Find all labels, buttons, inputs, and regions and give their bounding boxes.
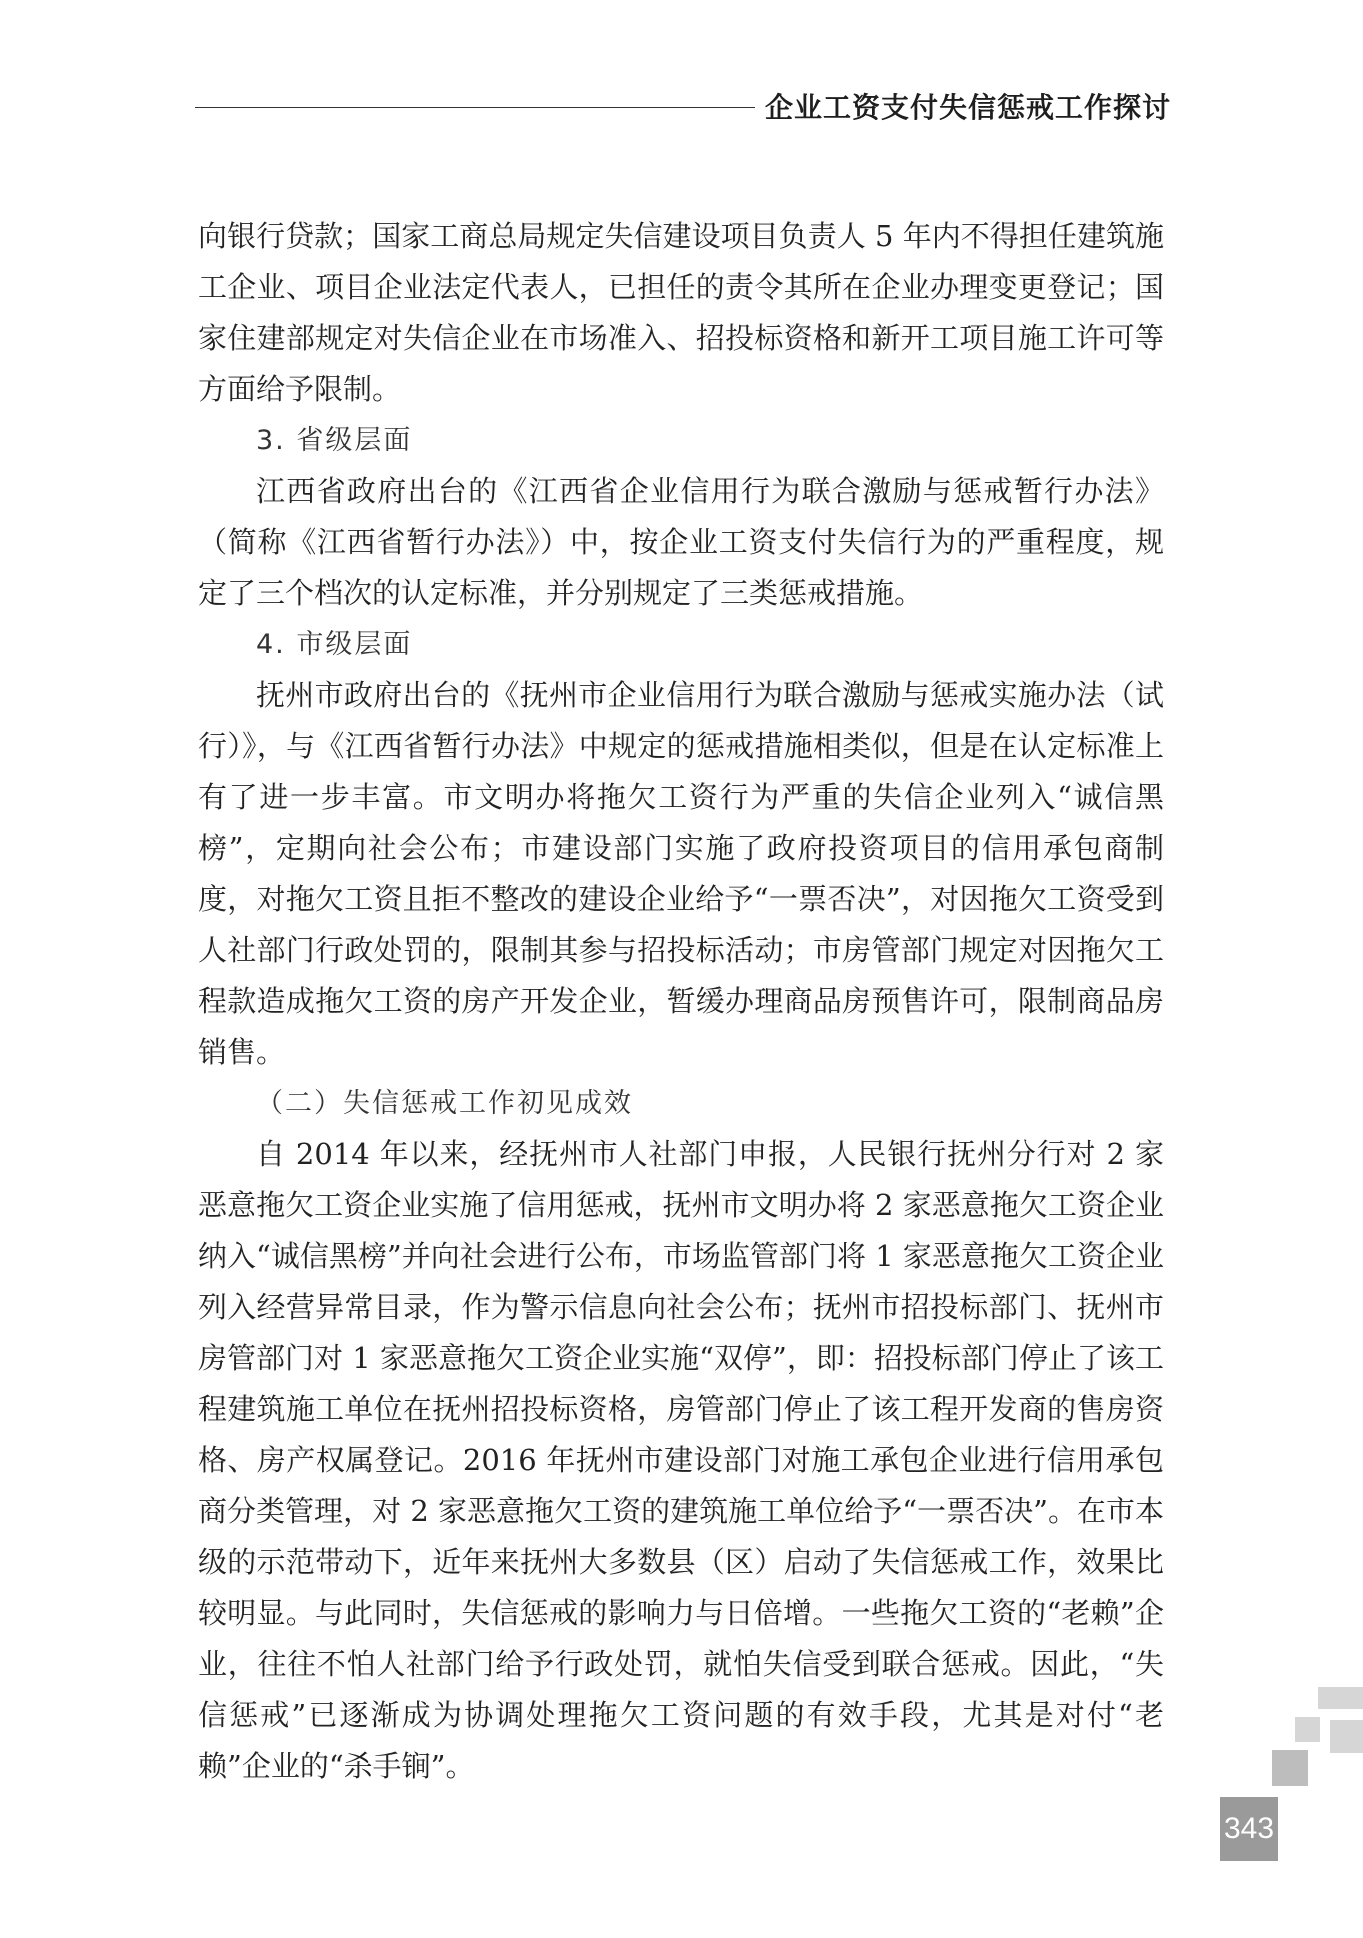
decor-square	[1330, 1720, 1363, 1753]
paragraph-provincial: 江西省政府出台的《江西省企业信用行为联合激励与惩戒暂行办法》（简称《江西省暂行办法》）中，按企业工资支付失信行为的严重程度，规定了三个档次的认定标准，并分别规定了三类惩戒措施。	[198, 474, 1164, 610]
page-body	[198, 211, 1164, 1792]
page-number: 343	[1220, 1797, 1278, 1861]
paragraph-continued: 向银行贷款；国家工商总局规定失信建设项目负责人 5 年内不得担任建筑施工企业、项目企业法定代表人，已担任的责令其所在企业办理变更登记；国家住建部规定对失信企业在市场准入、招投标资格和新开工项目施工许可等方面给予限制。	[198, 219, 1164, 406]
decor-square	[1318, 1687, 1363, 1709]
decor-square	[1295, 1717, 1320, 1742]
paragraph-municipal: 抚州市政府出台的《抚州市企业信用行为联合激励与惩戒实施办法（试行）》，与《江西省暂行办法》中规定的惩戒措施相类似，但是在认定标准上有了进一步丰富。市文明办将拖欠工资行为严重的失信企业列入“诚信黑榜”，定期向社会公布；市建设部门实施了政府投资项目的信用承包商制度，对拖欠工资且拒不整改的建设企业给予“一票否决”，对因拖欠工资受到人社部门行政处罚的，限制其参与招投标活动；市房管部门规定对因拖欠工程款造成拖欠工资的房产开发企业，暂缓办理商品房预售许可，限制商品房销售。	[198, 678, 1164, 1069]
section-heading-results: （二）失信惩戒工作初见成效	[256, 1088, 633, 1119]
running-header-title: 企业工资支付失信惩戒工作探讨	[765, 91, 1172, 124]
header-rule	[195, 107, 755, 108]
decor-square	[1272, 1750, 1308, 1786]
section-heading-municipal: 4. 市级层面	[256, 629, 413, 660]
section-heading-provincial: 3. 省级层面	[256, 425, 413, 456]
paragraph-results: 自 2014 年以来，经抚州市人社部门申报，人民银行抚州分行对 2 家恶意拖欠工资企业实施了信用惩戒，抚州市文明办将 2 家恶意拖欠工资企业纳入“诚信黑榜”并向社会进行公布，市场监管部门将 1 家恶意拖欠工资企业列入经营异常目录，作为警示信息向社会公布；抚州市招投标部门、抚州市房管部门对 1 家恶意拖欠工资企业实施“双停”，即：招投标部门停止了该工程建筑施工单位在抚州招投标资格，房管部门停止了该工程开发商的售房资格、房产权属登记。2016 年抚州市建设部门对施工承包企业进行信用承包商分类管理，对 2 家恶意拖欠工资的建筑施工单位给予“一票否决”。在市本级的示范带动下，近年来抚州大多数县（区）启动了失信惩戒工作，效果比较明显。与此同时，失信惩戒的影响力与日倍增。一些拖欠工资的“老赖”企业，往往不怕人社部门给予行政处罚，就怕失信受到联合惩戒。因此，“失信惩戒”已逐渐成为协调处理拖欠工资问题的有效手段，尤其是对付“老赖”企业的“杀手锏”。	[198, 1137, 1164, 1783]
